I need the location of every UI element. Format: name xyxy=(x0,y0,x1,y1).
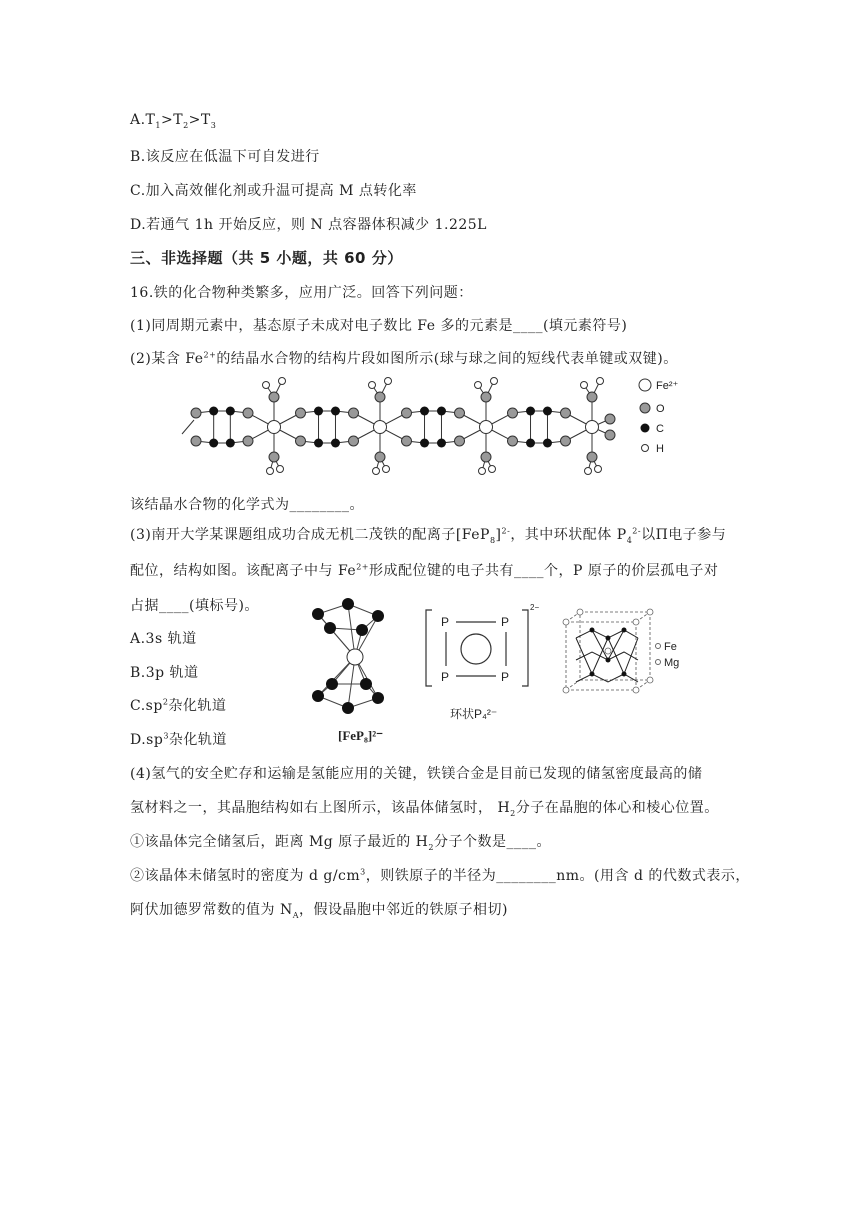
h-atom xyxy=(267,468,274,475)
water-o-atom xyxy=(375,392,385,402)
q16-part4-line2: 氢材料之一，其晶胞结构如右上图所示，该晶体储氢时， $H_2$分子在晶胞的体心和棱心位置。 xyxy=(130,800,719,818)
c-atom xyxy=(437,407,446,416)
h-atom xyxy=(369,382,376,389)
legend-fe-label: Fe²⁺ xyxy=(656,380,679,392)
q16-part1: (1)同周期元素中，基态原子未成对电子数比 Fe 多的元素是____(填元素符号) xyxy=(130,318,628,334)
section-title: 三、非选择题（共 5 小题，共 60 分） xyxy=(130,249,403,267)
h-atom xyxy=(585,468,592,475)
q16-part4-sub2: ②该晶体未储氢时的密度为 d $g/cm^3$，则铁原子的半径为________nm。(用含 d 的代数式表示， xyxy=(130,867,750,884)
fe-center-atom xyxy=(347,649,363,665)
choice-d: $D.sp^3$杂化轨道 xyxy=(130,731,227,748)
c-atom xyxy=(226,407,235,416)
q16-part2: (2)某含 $Fe^{2+}$的结晶水合物的结构片段如图所示(球与球之间的短线代表单键或双键)。 xyxy=(130,350,678,367)
chain-legend xyxy=(639,379,679,455)
o-atom xyxy=(508,408,518,418)
o-atom xyxy=(243,436,253,446)
p-atom-2: P xyxy=(501,615,510,629)
water-o-atom xyxy=(587,392,597,402)
c-atom xyxy=(226,439,235,448)
option-c: C.加入高效催化剂或升温可提高 M 点转化率 xyxy=(130,183,417,199)
h-atom xyxy=(491,378,498,385)
o-atom xyxy=(605,414,615,424)
p4-ring-figure xyxy=(420,604,545,724)
c-atom xyxy=(209,407,218,416)
o-atom xyxy=(508,436,518,446)
o-atom xyxy=(243,408,253,418)
h-atom xyxy=(475,382,482,389)
h-atom xyxy=(581,382,588,389)
water-o-atom xyxy=(587,452,597,462)
c-atom xyxy=(420,439,429,448)
o-atom xyxy=(191,436,201,446)
h-atom xyxy=(277,466,284,473)
o-atom xyxy=(349,408,359,418)
cell-legend-fe: Fe xyxy=(664,641,677,653)
fe-atom xyxy=(586,421,599,434)
q16-part4-line1: (4)氢气的安全贮存和运输是氢能应用的关键，铁镁合金是目前已发现的储氢密度最高的储 xyxy=(130,766,703,782)
legend-h-label: H xyxy=(656,443,664,455)
q16-part2-answer: 该结晶水合物的化学式为________。 xyxy=(130,497,364,513)
c-atom xyxy=(331,407,340,416)
cell-legend-mg: Mg xyxy=(664,657,680,669)
p-atom-4: P xyxy=(501,670,510,684)
o-atom xyxy=(561,436,571,446)
q16-part3-line2: 配位，结构如图。该配离子中与 $Fe^{2+}$形成配位键的电子共有____个，P 原子的价层孤电子对 xyxy=(130,562,719,579)
c-atom xyxy=(209,439,218,448)
choice-b: B.3p 轨道 xyxy=(130,665,199,681)
option-b: B.该反应在低温下可自发进行 xyxy=(130,149,320,165)
h-atom xyxy=(489,466,496,473)
water-o-atom xyxy=(269,392,279,402)
chain-structure-figure xyxy=(170,372,690,482)
h-atom xyxy=(597,378,604,385)
charge-label: 2− xyxy=(530,603,540,612)
c-atom xyxy=(437,439,446,448)
h-atom xyxy=(263,382,270,389)
h-atom xyxy=(279,378,286,385)
o-atom xyxy=(605,430,615,440)
fe-atom xyxy=(268,421,281,434)
h-atom xyxy=(373,468,380,475)
o-atom xyxy=(191,408,201,418)
fep8-figure xyxy=(300,598,415,748)
option-d: D.若通气 1h 开始反应，则 N 点容器体积减少 1.225L xyxy=(130,217,487,233)
h-atom xyxy=(479,468,486,475)
water-o-atom xyxy=(481,452,491,462)
water-o-atom xyxy=(481,392,491,402)
p4-caption: 环状P₄²⁻ xyxy=(450,707,498,721)
c-atom xyxy=(314,439,323,448)
q16-part4-sub1: ①该晶体完全储氢后，距离 Mg 原子最近的 $H_2$分子个数是____。 xyxy=(130,834,551,852)
q16-stem: 16.铁的化合物种类繁多，应用广泛。回答下列问题： xyxy=(130,285,473,301)
unit-cell-figure xyxy=(558,608,688,698)
o-atom xyxy=(349,436,359,446)
h-atom xyxy=(595,466,602,473)
c-atom xyxy=(526,407,535,416)
fep8-caption: [FeP₈]²⁻ xyxy=(338,728,383,743)
c-atom xyxy=(420,407,429,416)
fe-atom xyxy=(374,421,387,434)
o-atom xyxy=(402,436,412,446)
legend-c-marker xyxy=(641,424,650,433)
p-atom-1: P xyxy=(441,615,450,629)
fe-atom xyxy=(480,421,493,434)
o-atom xyxy=(296,408,306,418)
legend-o-marker xyxy=(640,403,650,413)
o-atom xyxy=(455,408,465,418)
c-atom xyxy=(526,439,535,448)
legend-c-label: C xyxy=(656,423,664,435)
o-atom xyxy=(402,408,412,418)
c-atom xyxy=(543,439,552,448)
legend-o-label: O xyxy=(656,403,665,415)
legend-h-marker xyxy=(642,445,649,452)
q16-part3-line1: (3)南开大学某课题组成功合成无机二茂铁的配离子$[FeP_8]^{2-}$，其中环状配体 $P_4^{2-}$以Π电子参与 xyxy=(130,526,727,545)
h-atom xyxy=(383,466,390,473)
choice-a: A.3s 轨道 xyxy=(130,631,197,647)
legend-fe-marker xyxy=(639,379,651,391)
choice-c: $C.sp^2$杂化轨道 xyxy=(130,697,227,714)
water-o-atom xyxy=(375,452,385,462)
option-a: $A.T_1>T_2>T_3$ xyxy=(130,112,217,130)
o-atom xyxy=(455,436,465,446)
o-atom xyxy=(561,408,571,418)
c-atom xyxy=(543,407,552,416)
water-o-atom xyxy=(269,452,279,462)
q16-part3-line3: 占据____(填标号)。 xyxy=(130,598,259,614)
p-atom-3: P xyxy=(441,670,450,684)
h-atom xyxy=(385,378,392,385)
c-atom xyxy=(331,439,340,448)
c-atom xyxy=(314,407,323,416)
o-atom xyxy=(296,436,306,446)
q16-part4-sub2-cont: 阿伏加德罗常数的值为 $N_A$，假设晶胞中邻近的铁原子相切) xyxy=(130,902,508,920)
